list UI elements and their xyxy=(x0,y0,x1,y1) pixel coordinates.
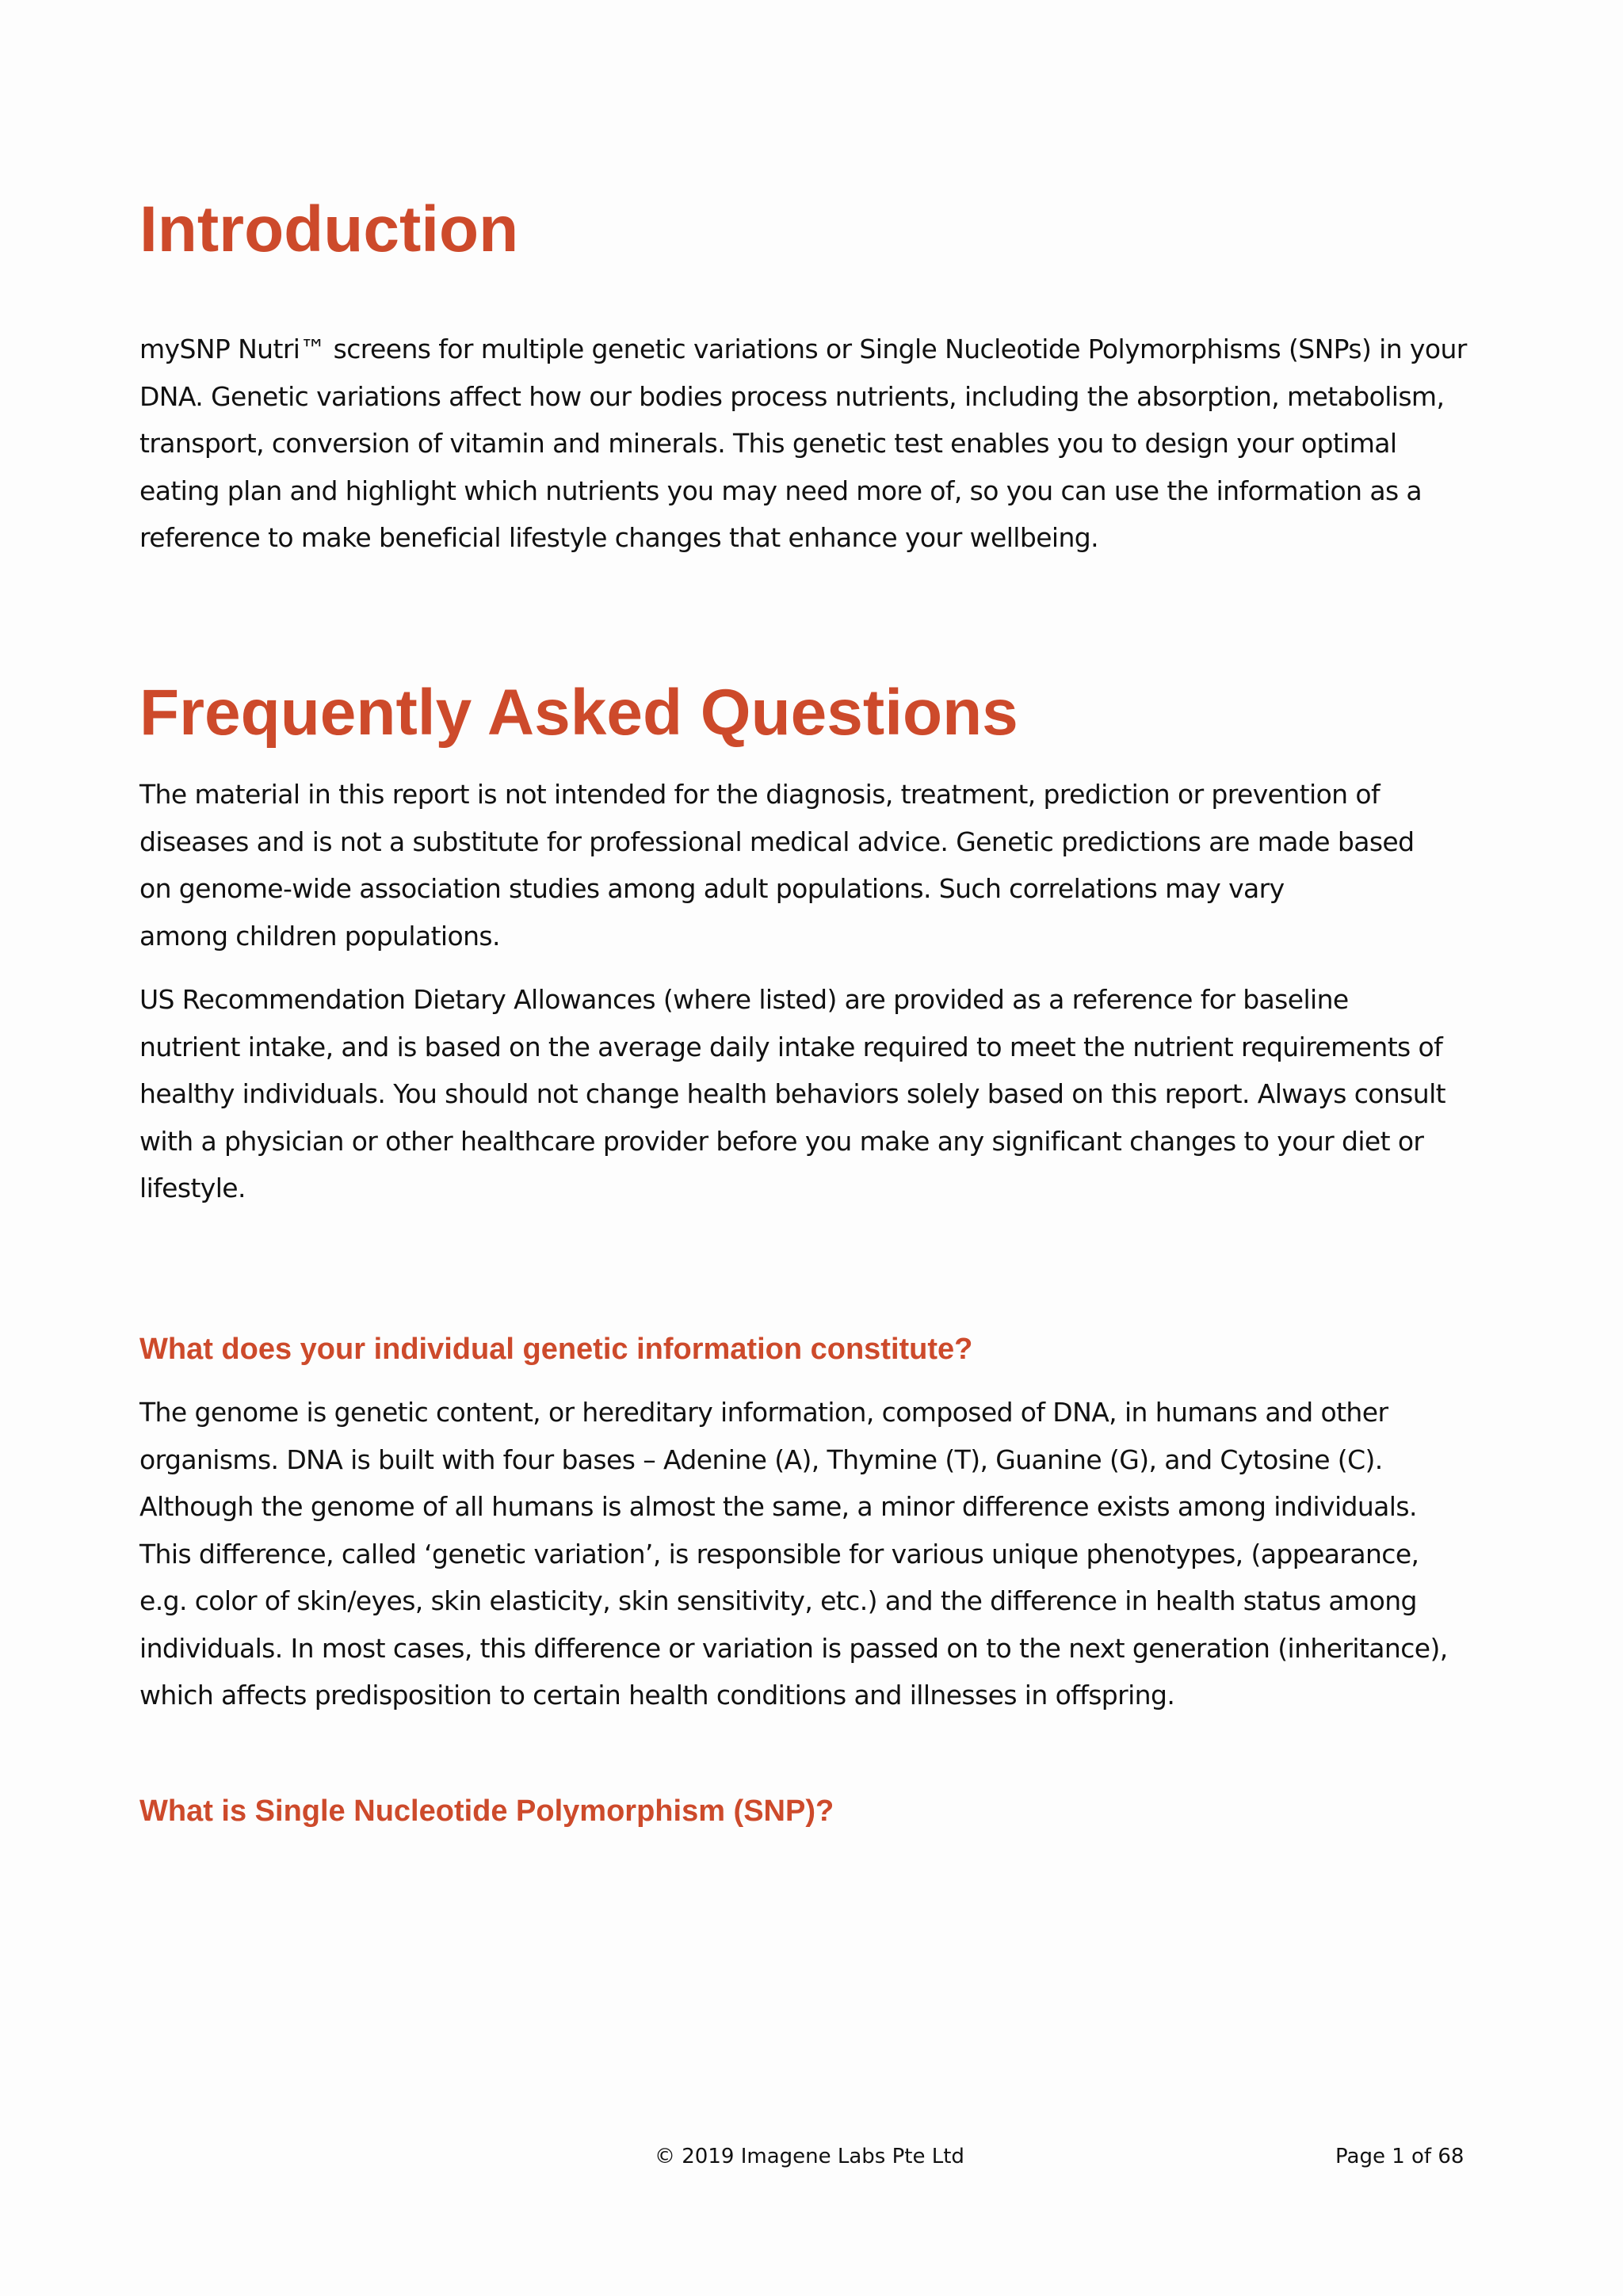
text-line: lifestyle. xyxy=(139,1173,246,1203)
introduction-heading: Introduction xyxy=(139,193,519,265)
faq-heading: Frequently Asked Questions xyxy=(139,677,1018,749)
text-line: US Recommendation Dietary Allowances (where listed) are provided as a reference for baseline xyxy=(139,984,1349,1015)
text-line: diseases and is not a substitute for professional medical advice. Genetic predictions are made based xyxy=(139,826,1415,857)
question-genetic-information-heading: What does your individual genetic information constitute? xyxy=(139,1333,973,1366)
faq-rda-paragraph xyxy=(139,976,1487,1212)
text-line: This difference, called ‘genetic variation’, is responsible for various unique phenotypes, (appearance, xyxy=(139,1538,1419,1569)
text-line: e.g. color of skin/eyes, skin elasticity, skin sensitivity, etc.) and the difference in health status among xyxy=(139,1585,1417,1616)
text-line: among children populations. xyxy=(139,920,500,952)
question-snp-heading: What is Single Nucleotide Polymorphism (SNP)? xyxy=(139,1794,834,1828)
text-line: organisms. DNA is built with four bases – Adenine (A), Thymine (T), Guanine (G), and Cytosine (C). xyxy=(139,1444,1383,1475)
text-line: Although the genome of all humans is almost the same, a minor difference exists among individuals. xyxy=(139,1491,1417,1522)
text-line: eating plan and highlight which nutrients you may need more of, so you can use the information as a xyxy=(139,475,1423,506)
footer-page-number: Page 1 of 68 xyxy=(1335,2145,1465,2168)
text-line: individuals. In most cases, this difference or variation is passed on to the next generation (inheritance), xyxy=(139,1632,1448,1664)
text-line: The material in this report is not intended for the diagnosis, treatment, prediction or prevention of xyxy=(139,779,1380,810)
introduction-paragraph xyxy=(139,326,1487,562)
text-line: with a physician or other healthcare provider before you make any significant changes to your diet or xyxy=(139,1125,1424,1157)
text-line: healthy individuals. You should not change health behaviors solely based on this report. Always consult xyxy=(139,1078,1445,1109)
faq-disclaimer-paragraph xyxy=(139,771,1487,959)
text-line: transport, conversion of vitamin and minerals. This genetic test enables you to design your optimal xyxy=(139,428,1397,459)
report-page xyxy=(139,0,1484,2296)
text-line: which affects predisposition to certain health conditions and illnesses in offspring. xyxy=(139,1680,1175,1711)
text-line: The genome is genetic content, or hereditary information, composed of DNA, in humans and other xyxy=(139,1397,1388,1428)
text-line: DNA. Genetic variations affect how our bodies process nutrients, including the absorption, metabolism, xyxy=(139,380,1445,412)
text-line: reference to make beneficial lifestyle changes that enhance your wellbeing. xyxy=(139,522,1099,553)
question-genetic-information-answer xyxy=(139,1389,1487,1719)
text-line: mySNP Nutri™ screens for multiple genetic variations or Single Nucleotide Polymorphisms (SNPs) in your xyxy=(139,334,1467,364)
text-line: on genome-wide association studies among adult populations. Such correlations may vary xyxy=(139,873,1285,904)
footer-copyright: © 2019 Imagene Labs Pte Ltd xyxy=(655,2145,964,2168)
text-line: nutrient intake, and is based on the average daily intake required to meet the nutrient requirements of xyxy=(139,1031,1443,1062)
